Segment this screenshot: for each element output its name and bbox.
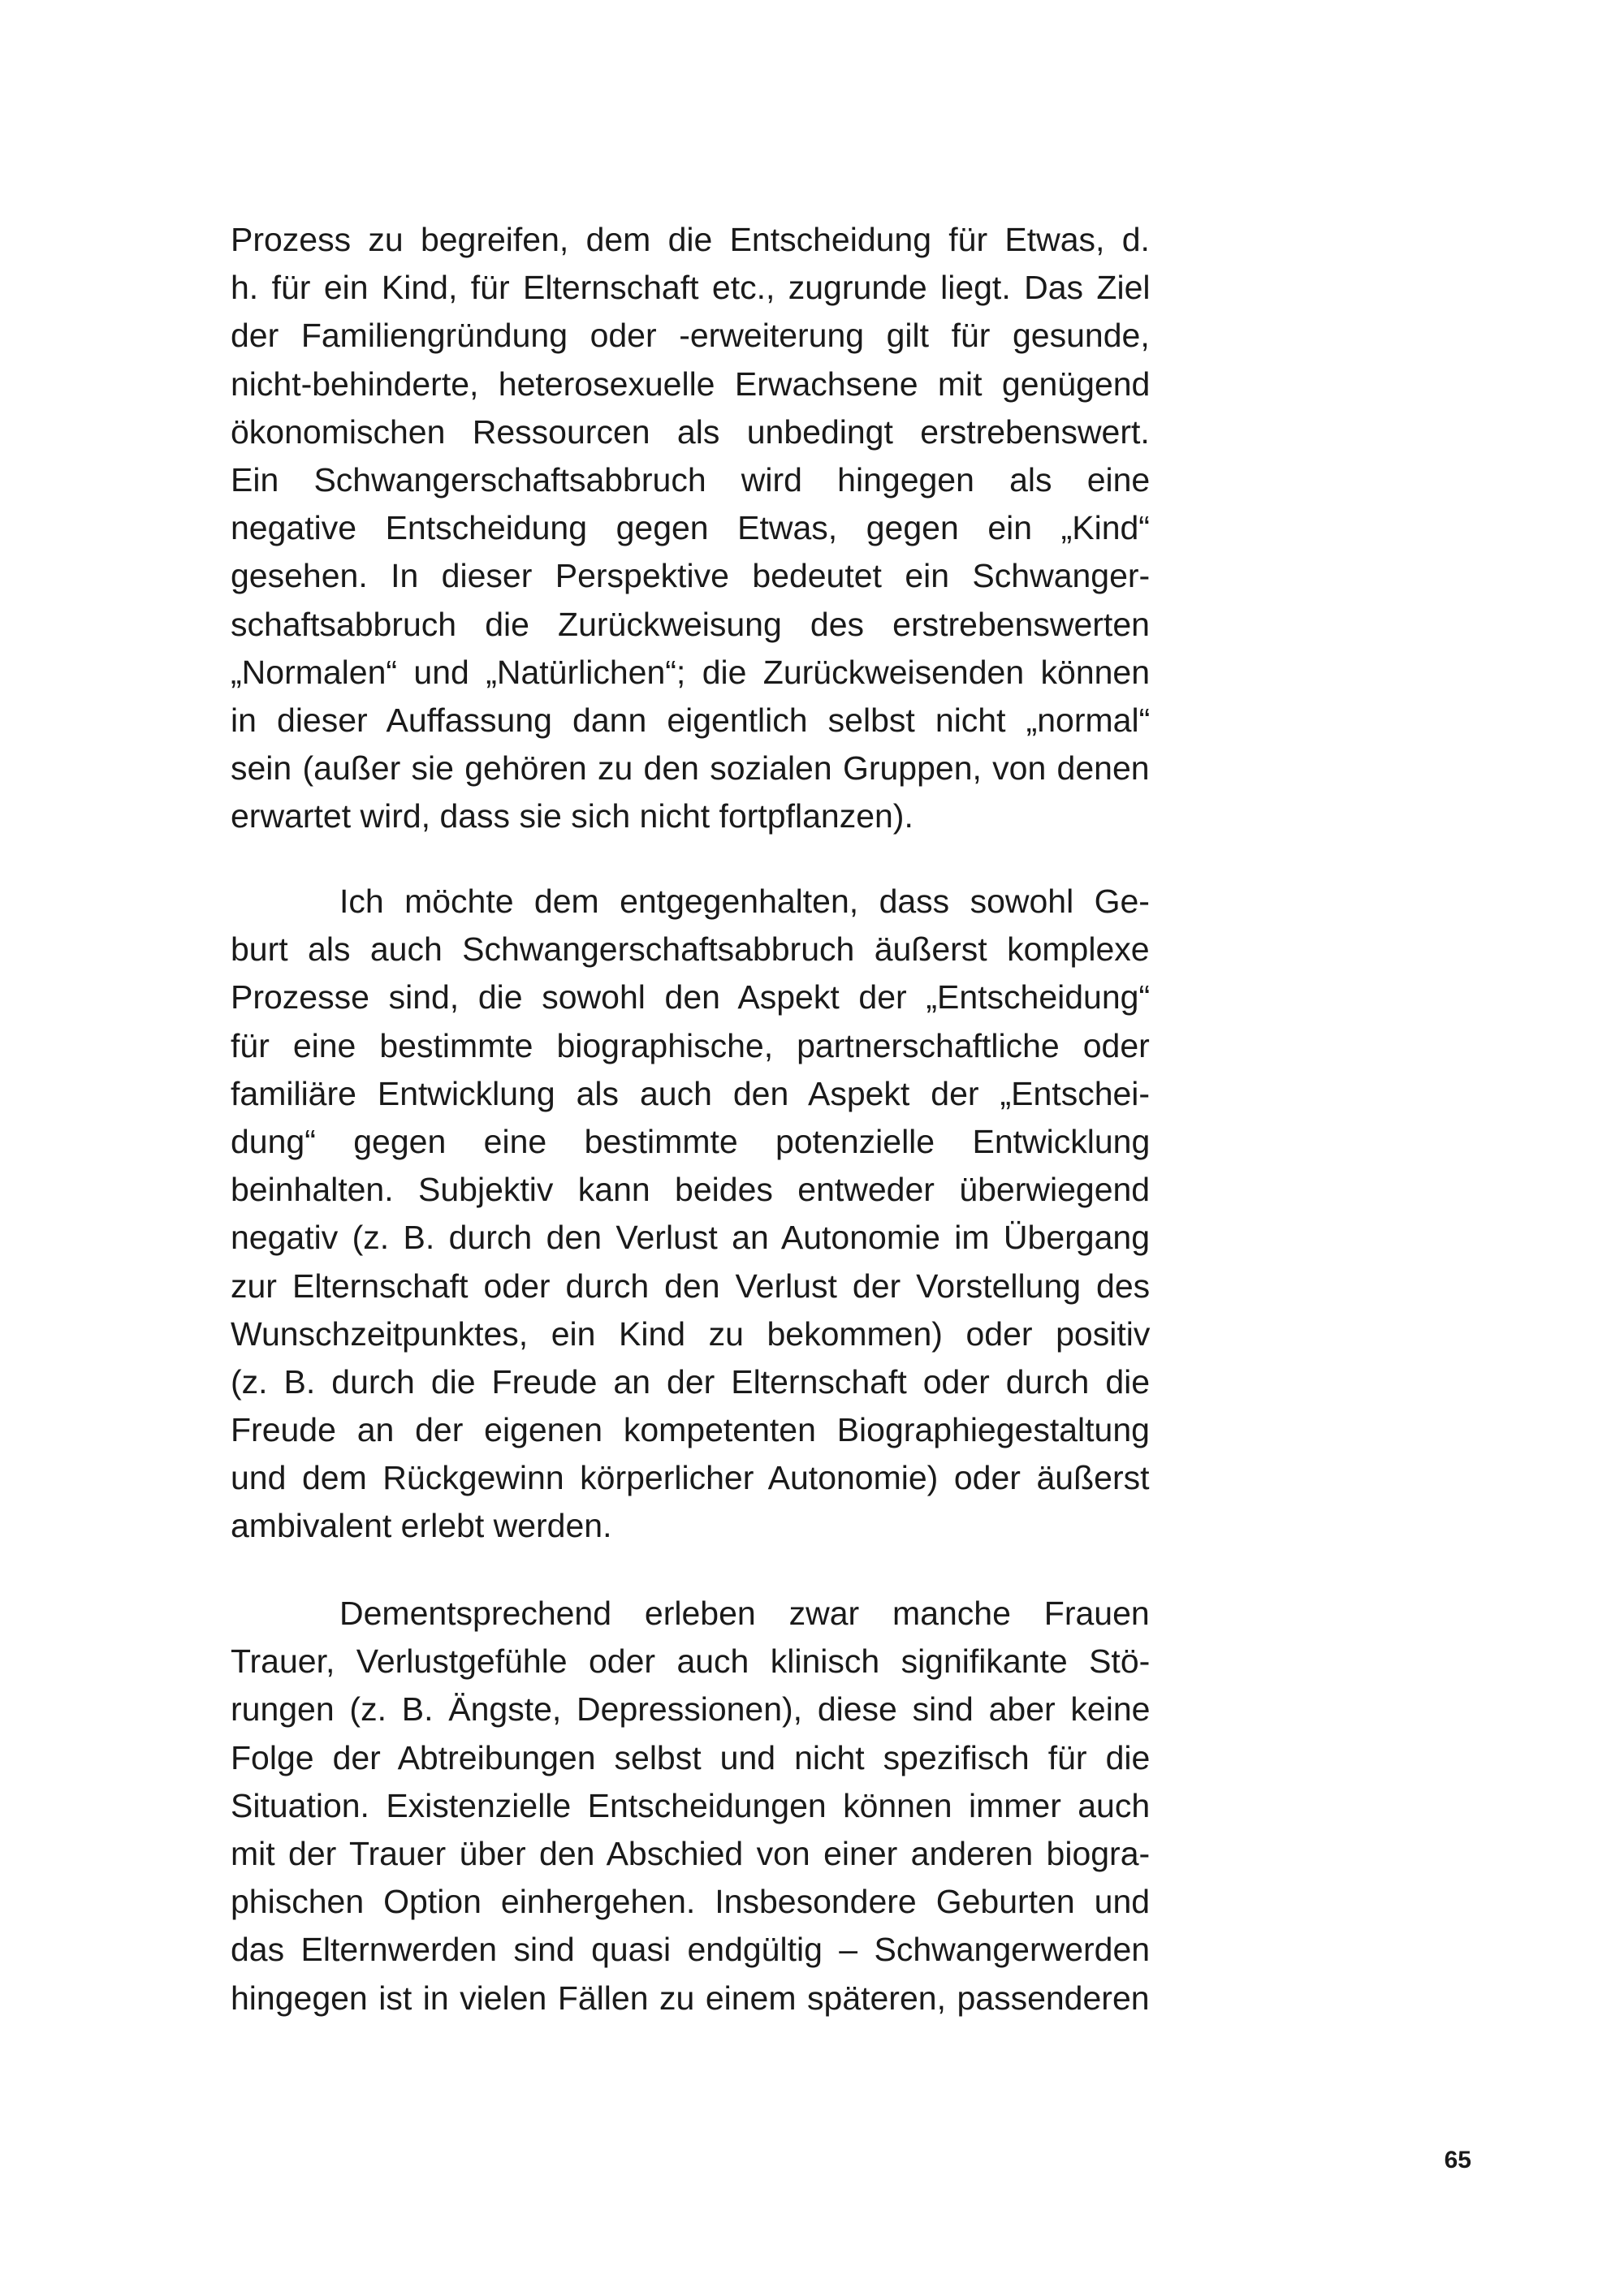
text-line: burt als auch Schwangerschaftsabbruch äußerst komplexe: [231, 930, 1150, 969]
paragraph-1: [231, 216, 1150, 840]
text-line: gesehen. In dieser Perspektive bedeutet ein Schwanger-: [231, 557, 1151, 595]
text-line: das Elternwerden sind quasi endgültig – Schwangerwerden: [231, 1931, 1151, 1969]
text-line: mit der Trauer über den Abschied von einer anderen biogra-: [231, 1834, 1151, 1872]
text-line: rungen (z. B. Ängste, Depressionen), diese sind aber keine: [231, 1690, 1151, 1729]
text-line: Dementsprechend erleben zwar manche Frauen: [339, 1595, 1150, 1632]
text-line: erwartet wird, dass sie sich nicht fortpflanzen).: [231, 797, 914, 835]
text-line: in dieser Auffassung dann eigentlich selbst nicht „normal“: [231, 701, 1151, 739]
text-line: negative Entscheidung gegen Etwas, gegen ein „Kind“: [231, 509, 1150, 547]
text-line: „Normalen“ und „Natürlichen“; die Zurückweisenden können: [231, 653, 1151, 691]
text-line: negativ (z. B. durch den Verlust an Autonomie im Übergang: [231, 1219, 1151, 1257]
text-line: familiäre Entwicklung als auch den Aspekt der „Entschei-: [231, 1074, 1151, 1112]
text-line: nicht-behinderte, heterosexuelle Erwachsene mit genügend: [231, 365, 1151, 403]
text-line: Prozesse sind, die sowohl den Aspekt der „Entscheidung“: [231, 978, 1151, 1017]
paragraph-3: [231, 1590, 1150, 2022]
text-line: und dem Rückgewinn körperlicher Autonomie) oder äußerst: [231, 1459, 1150, 1497]
text-line: Wunschzeitpunktes, ein Kind zu bekommen) oder positiv: [231, 1314, 1151, 1353]
text-line: dung“ gegen eine bestimmte potenzielle Entwicklung: [231, 1122, 1151, 1160]
text-line: Trauer, Verlustgefühle oder auch klinisch signifikante Stö-: [231, 1642, 1151, 1681]
text-line: h. für ein Kind, für Elternschaft etc., zugrunde liegt. Das Ziel: [231, 269, 1151, 307]
text-line: hingegen ist in vielen Fällen zu einem späteren, passenderen: [231, 1979, 1150, 2017]
paragraph-2: [231, 878, 1150, 1551]
text-line: Situation. Existenzielle Entscheidungen können immer auch: [231, 1786, 1151, 1824]
text-line: sein (außer sie gehören zu den sozialen Gruppen, von denen: [231, 749, 1150, 788]
text-line: ökonomischen Ressourcen als unbedingt erstrebenswert.: [231, 412, 1150, 451]
page-number: 65: [1444, 2147, 1471, 2173]
text-line: Folge der Abtreibungen selbst und nicht spezifisch für die: [231, 1738, 1151, 1776]
text-line: Ein Schwangerschaftsabbruch wird hingegen als eine: [231, 460, 1151, 499]
text-line: Ich möchte dem entgegenhalten, dass sowohl Ge-: [339, 883, 1150, 920]
text-line: Prozess zu begreifen, dem die Entscheidung für Etwas, d.: [231, 221, 1150, 258]
text-line: schaftsabbruch die Zurückweisung des erstrebenswerten: [231, 605, 1150, 643]
text-line: beinhalten. Subjektiv kann beides entweder überwiegend: [231, 1171, 1151, 1209]
text-line: der Familiengründung oder -erweiterung gilt für gesunde,: [231, 317, 1150, 355]
text-line: phischen Option einhergehen. Insbesondere Geburten und: [231, 1883, 1151, 1921]
text-line: ambivalent erlebt werden.: [231, 1507, 612, 1545]
text-line: Freude an der eigenen kompetenten Biographiegestaltung: [231, 1411, 1150, 1449]
text-line: für eine bestimmte biographische, partnerschaftliche oder: [231, 1026, 1150, 1064]
text-line: zur Elternschaft oder durch den Verlust der Vorstellung des: [231, 1267, 1151, 1305]
text-line: (z. B. durch die Freude an der Elternschaft oder durch die: [231, 1362, 1151, 1401]
